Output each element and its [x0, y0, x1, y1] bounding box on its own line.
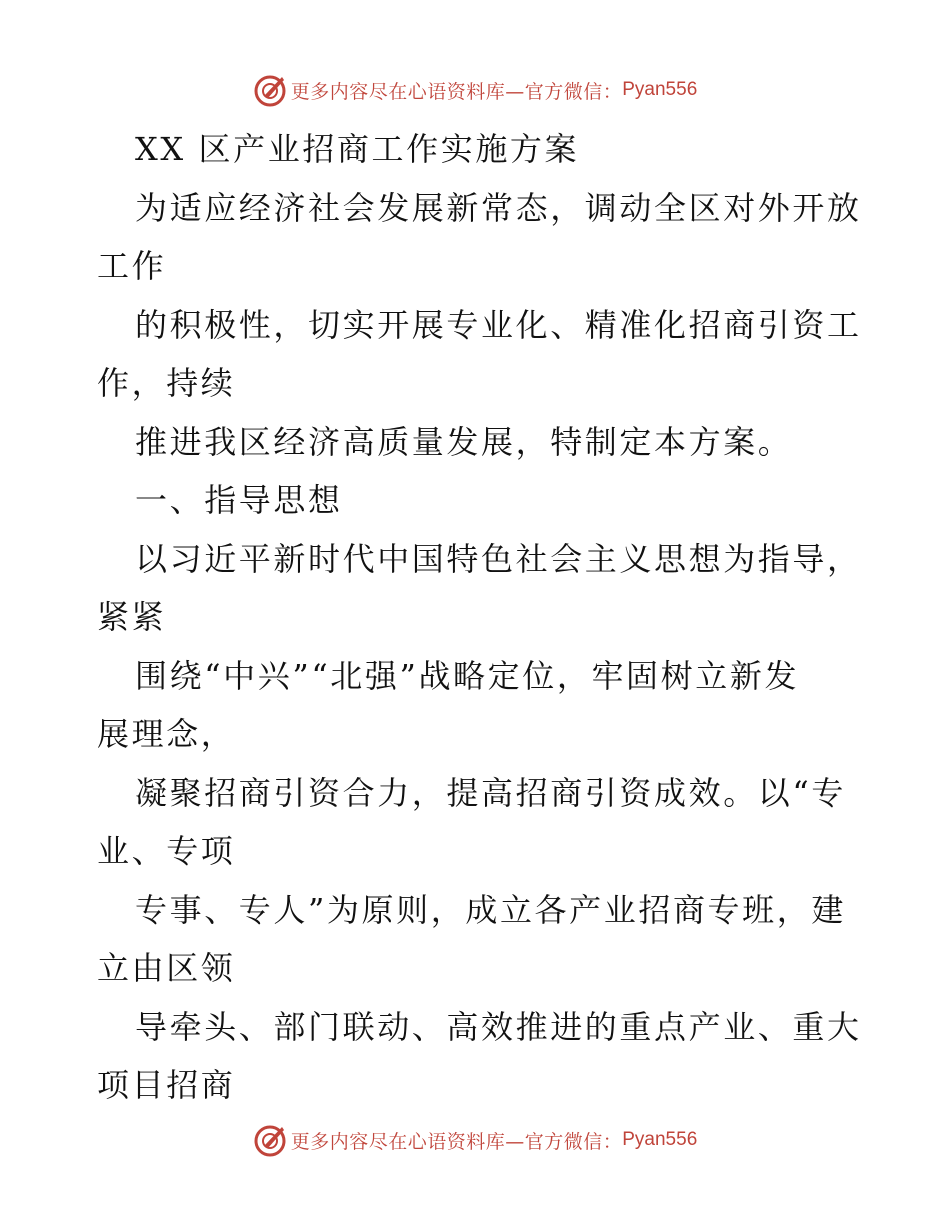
text-line: 推进我区经济高质量发展，特制定本方案。 [135, 422, 793, 461]
text-line: 展理念， [97, 715, 236, 753]
text-line: 作，持续 [97, 364, 236, 402]
text-line: 凝聚招商引资合力，提高招商引资成效。以“专 [135, 773, 846, 812]
document-body [97, 120, 862, 1115]
footer-wechat-id: Pyan556 [622, 1129, 698, 1150]
text-line: 专事、专人”为原则，成立各产业招商专班，建 [135, 890, 846, 929]
text-line: 业、专项 [97, 832, 236, 870]
header-watermark [0, 70, 950, 110]
text-line: 为适应经济社会发展新常态，调动全区对外开放 [135, 188, 862, 227]
header-banner-text: 更多内容尽在心语资料库—官方微信： [290, 80, 623, 103]
text-line: 工作 [97, 247, 167, 285]
text-line: 项目招商 [97, 1066, 236, 1104]
document-title: XX 区产业招商工作实施方案 [135, 130, 580, 168]
section-heading: 一、指导思想 [135, 481, 343, 519]
quill-seal-icon [253, 1123, 287, 1157]
text-line: 的积极性，切实开展专业化、精准化招商引资工 [135, 305, 862, 344]
quill-seal-icon [253, 73, 287, 107]
text-line: 导牵头、部门联动、高效推进的重点产业、重大 [135, 1007, 862, 1046]
text-line: 立由区领 [97, 949, 236, 987]
text-line: 围绕“中兴”“北强”战略定位，牢固树立新发 [135, 656, 800, 695]
text-line: 紧紧 [97, 598, 167, 636]
text-line: 以习近平新时代中国特色社会主义思想为指导， [135, 539, 862, 578]
footer-watermark [0, 1120, 950, 1160]
footer-banner-text: 更多内容尽在心语资料库—官方微信： [290, 1130, 623, 1153]
header-wechat-id: Pyan556 [622, 79, 698, 100]
